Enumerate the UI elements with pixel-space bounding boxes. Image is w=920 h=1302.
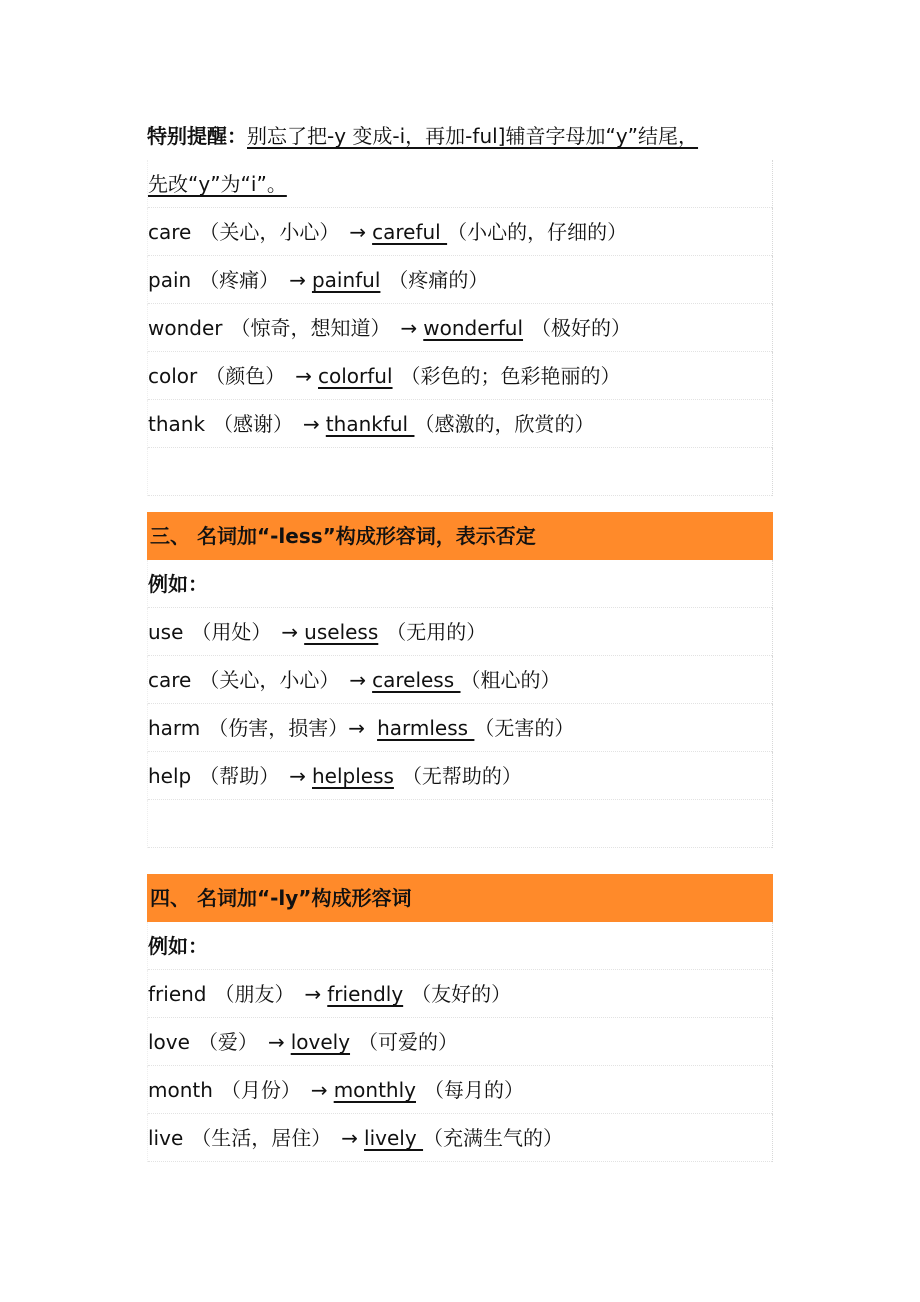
derived-word: careless <box>372 668 461 692</box>
arrow: → <box>281 620 299 644</box>
example-row <box>147 656 773 704</box>
example-row <box>147 970 773 1018</box>
example-label-row <box>147 560 773 608</box>
derived-word: monthly <box>333 1078 416 1102</box>
derived-word: lovely <box>290 1030 351 1054</box>
derived-meaning: （粗心的） <box>460 668 561 692</box>
base-word: care <box>148 668 192 692</box>
derived-meaning: （可爱的） <box>358 1030 459 1054</box>
base-meaning: （疼痛） <box>199 268 280 292</box>
base-word: use <box>148 620 184 644</box>
derived-meaning: （友好的） <box>411 982 512 1006</box>
arrow: → <box>289 268 306 292</box>
derived-word: lively <box>364 1126 424 1150</box>
derived-meaning: （无帮助的） <box>401 764 522 788</box>
example-row <box>147 608 773 656</box>
example-row <box>147 704 773 752</box>
example-row <box>147 752 773 800</box>
arrow: → <box>348 716 366 740</box>
base-meaning: （关心，小心） <box>199 668 340 692</box>
example-row <box>147 352 773 400</box>
base-meaning: （朋友） <box>214 982 295 1006</box>
base-meaning: （伤害，损害） <box>208 716 349 740</box>
base-word: love <box>148 1030 190 1054</box>
arrow: → <box>400 316 418 340</box>
arrow: → <box>295 364 313 388</box>
base-word: wonder <box>148 316 223 340</box>
example-row <box>147 400 773 448</box>
base-word: live <box>148 1126 184 1150</box>
base-word: color <box>148 364 198 388</box>
base-meaning: （月份） <box>220 1078 301 1102</box>
derived-meaning: （无害的） <box>474 716 575 740</box>
base-word: help <box>148 764 192 788</box>
derived-word: careful <box>372 220 448 244</box>
arrow: → <box>349 668 367 692</box>
arrow: → <box>289 764 306 788</box>
base-meaning: （用处） <box>191 620 272 644</box>
example-label: 例如： <box>148 572 208 596</box>
reminder-text-2: 先改“y”为“i”。 <box>148 172 287 196</box>
derived-meaning: （小心的，仔细的） <box>447 220 628 244</box>
derived-word: harmless <box>377 716 475 740</box>
derived-meaning: （极好的） <box>531 316 632 340</box>
derived-word: wonderful <box>423 316 524 340</box>
base-word: pain <box>148 268 192 292</box>
derived-meaning: （充满生气的） <box>423 1126 564 1150</box>
example-row <box>147 256 773 304</box>
derived-word: useless <box>304 620 379 644</box>
arrow: → <box>349 220 367 244</box>
example-row <box>147 208 773 256</box>
derived-word: thankful <box>325 412 415 436</box>
example-row <box>147 1114 773 1162</box>
derived-meaning: （感激的，欣赏的） <box>414 412 595 436</box>
arrow: → <box>310 1078 328 1102</box>
derived-word: colorful <box>318 364 393 388</box>
derived-word: painful <box>311 268 381 292</box>
reminder-text-1: 别忘了把-y 变成-i，再加-ful]辅音字母加“y”结尾， <box>247 124 699 148</box>
base-word: month <box>148 1078 213 1102</box>
blank-row <box>147 448 773 496</box>
derived-meaning: （疼痛的） <box>388 268 489 292</box>
base-word: harm <box>148 716 201 740</box>
base-meaning: （帮助） <box>199 764 280 788</box>
section-3-header <box>147 512 773 560</box>
reminder-label: 特别提醒： <box>147 124 247 148</box>
base-word: thank <box>148 412 206 436</box>
section-4-header <box>147 874 773 922</box>
base-meaning: （感谢） <box>213 412 294 436</box>
derived-meaning: （无用的） <box>386 620 487 644</box>
example-label-row <box>147 922 773 970</box>
section-3-title: 三、 名词加“-less”构成形容词，表示否定 <box>150 524 536 548</box>
base-meaning: （颜色） <box>205 364 286 388</box>
base-word: care <box>148 220 192 244</box>
arrow: → <box>267 1030 285 1054</box>
arrow: → <box>341 1126 359 1150</box>
base-meaning: （生活，居住） <box>191 1126 332 1150</box>
reminder-line-1 <box>147 112 773 160</box>
example-label: 例如： <box>148 934 208 958</box>
example-row <box>147 1066 773 1114</box>
reminder-line-2 <box>147 160 773 208</box>
derived-meaning: （彩色的；色彩艳丽的） <box>400 364 621 388</box>
document-page <box>147 112 773 1162</box>
base-meaning: （惊奇，想知道） <box>230 316 391 340</box>
section-4-title: 四、 名词加“-ly”构成形容词 <box>150 886 412 910</box>
arrow: → <box>304 982 322 1006</box>
example-row <box>147 304 773 352</box>
blank-row <box>147 800 773 848</box>
base-word: friend <box>148 982 207 1006</box>
arrow: → <box>303 412 320 436</box>
derived-meaning: （每月的） <box>424 1078 524 1102</box>
derived-word: helpless <box>312 764 394 788</box>
derived-word: friendly <box>327 982 404 1006</box>
base-meaning: （关心，小心） <box>199 220 340 244</box>
base-meaning: （爱） <box>197 1030 258 1054</box>
example-row <box>147 1018 773 1066</box>
